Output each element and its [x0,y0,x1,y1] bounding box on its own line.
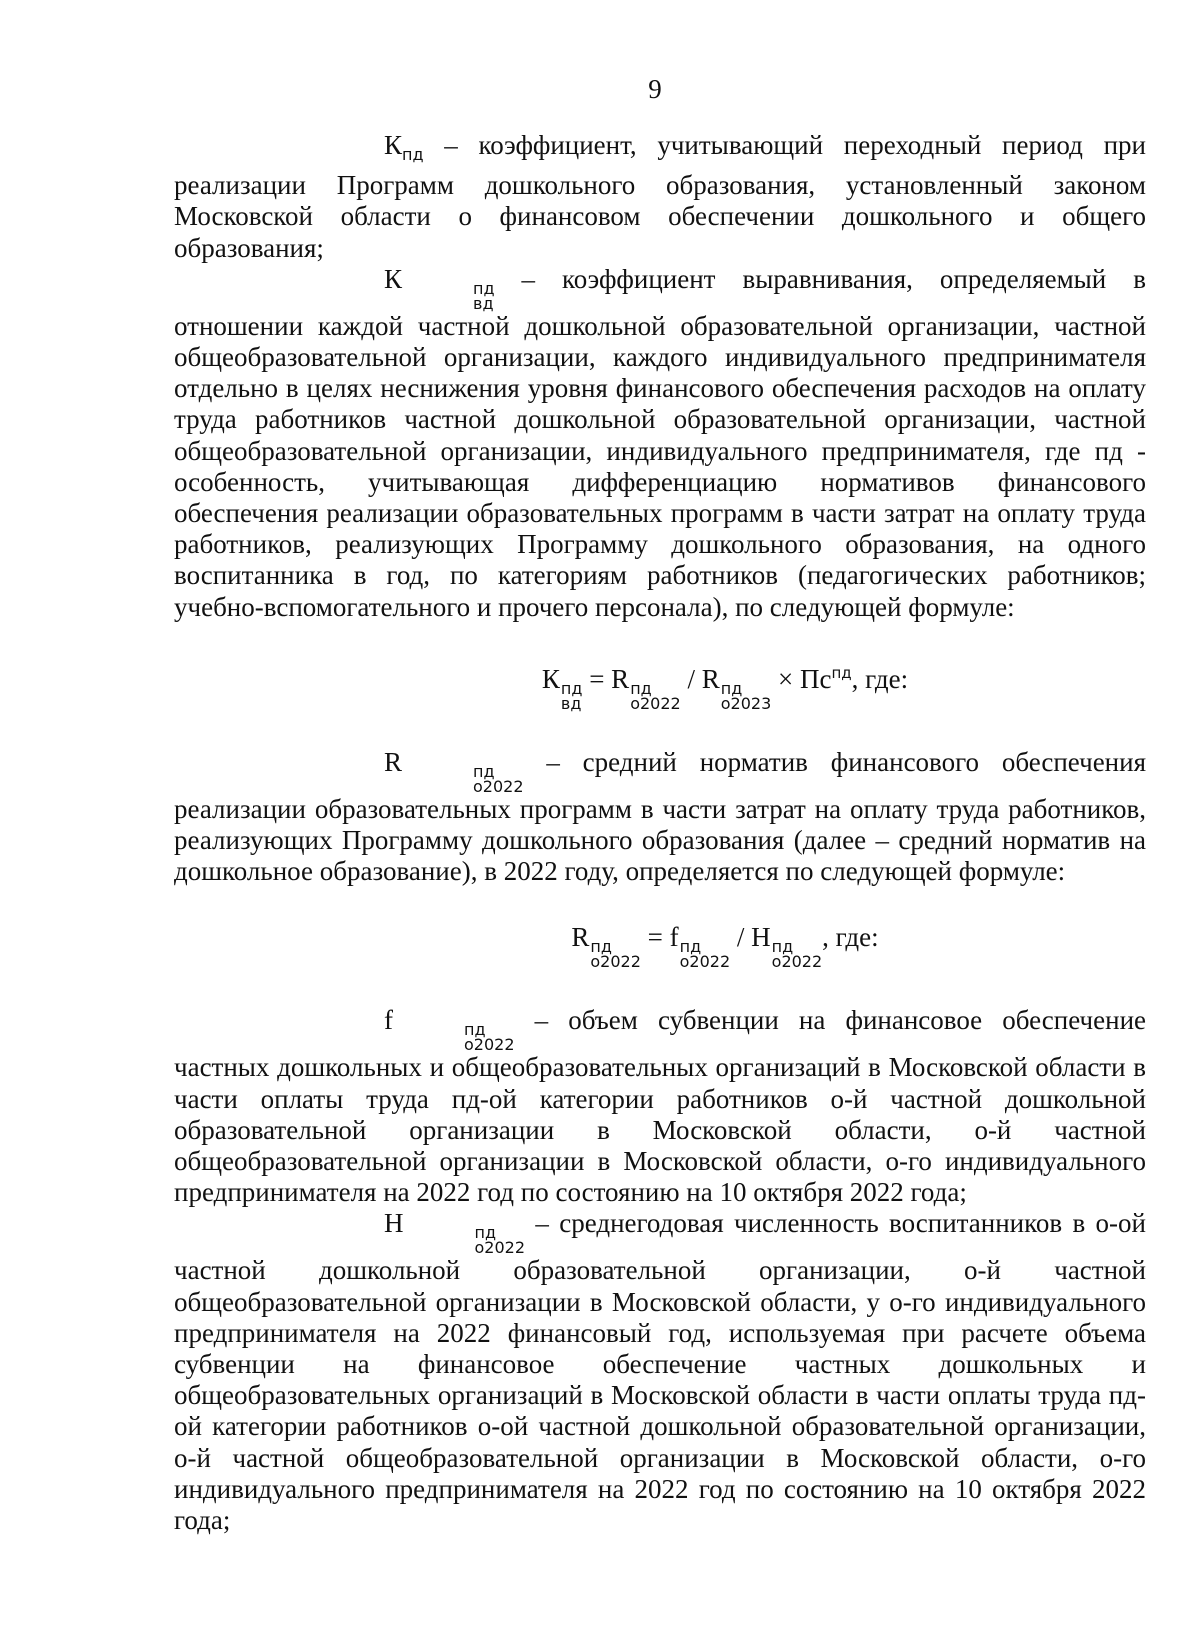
formula1-r-o2022: R пд о2022 [611,663,681,713]
formula1-r-o2023: R пд о2023 [701,663,772,713]
formula-r-o2022: R пд о2022 = f пд о2022 / Н пд о2022 , где: [571,922,879,972]
paragraph-h-o2022 [174,1208,1146,1536]
formula2-r-o2022: R пд о2022 [571,922,641,972]
symbol-r-o2022: R пд о2022 [384,746,524,796]
paragraph-k-vd-text: – коэффициент выравнивания, определяемый в отношении каждой частной дошкольной образовательной организации, частной общеобразовательной организации, каждого индивидуального предпринимателя отдельно в целях неснижения уровня финансового обеспечения расходов на оплату труда работников частной дошкольной образовательной организации, частной общеобразовательной организации, индивидуального предпринимателя, где пд - особенность, учитывающая дифференциацию нормативов финансового обеспечения реализации образовательных программ в части затрат на оплату труда работников, реализующих Программу дошкольного образования, на одного воспитанника в год, по категориям работников (педагогических работников; учебно-вспомогательного и прочего персонала), по следующей формуле: [174,263,1146,622]
document-body [174,130,1146,1536]
paragraph-r-o2022-text: – средний норматив финансового обеспечения реализации образовательных программ в части затрат на оплату труда работников, реализующих Программу дошкольного образования (далее – средний норматив на дошкольное образование), в 2022 году, определяется по следующей формуле: [174,746,1146,887]
paragraph-f-o2022-text: – объем субвенции на финансовое обеспечение частных дошкольных и общеобразовательных организаций в Московской области в части оплаты труда пд-ой категории работников о-й частной дошкольной образовательной организации в Московской области, о-й частной общеобразовательной организации в Московской области, о-го индивидуального предпринимателя на 2022 год по состоянию на 10 октября 2022 года; [174,1005,1146,1208]
paragraph-r-o2022 [174,747,1146,888]
paragraph-f-o2022 [174,1005,1146,1208]
paragraph-k-pd-text: – коэффициент, учитывающий переходный период при реализации Программ дошкольного образования, установленный законом Московской области о финансовом обеспечении дошкольного и общего образования; [174,130,1146,263]
formula1-pc-pd: $Пс^{пд}$ [799,663,852,694]
symbol-f-o2022: f пд о2022 [384,1005,515,1055]
formula2-f-o2022: f пд о2022 [669,922,731,972]
formula2-h-o2022: Н пд о2022 [751,922,823,972]
symbol-h-o2022: Н пд о2022 [384,1208,526,1258]
paragraph-k-pd [174,130,1146,264]
page-number: 9 [648,74,662,104]
paragraph-k-vd [174,264,1146,623]
formula1-k-vd-pd: К пд вд [541,663,583,713]
symbol-k-pd: $К_{пд}$ [384,130,424,164]
paragraph-h-o2022-text: – среднегодовая численность воспитанников в о-ой частной дошкольной образовательной организации, о-й частной общеобразовательной организации в Московской области, у о-го индивидуального предпринимателя на 2022 финансовый год, используемая при расчете объема субвенции на финансовое обеспечение частных дошкольных и общеобразовательных организаций в Московской области в части оплаты труда пд-ой категории работников о-ой частной дошкольной образовательной организации, о-й частной общеобразовательной организации в Московской области, о-го индивидуального предпринимателя на 2022 год по состоянию на 10 октября 2022 года; [174,1208,1146,1536]
symbol-k-vd-pd: К пд вд [384,263,495,313]
formula-k-vd: К пд вд = R пд о2022 / R пд о2023 × $Пс^{пд}$, где: [174,657,1146,711]
